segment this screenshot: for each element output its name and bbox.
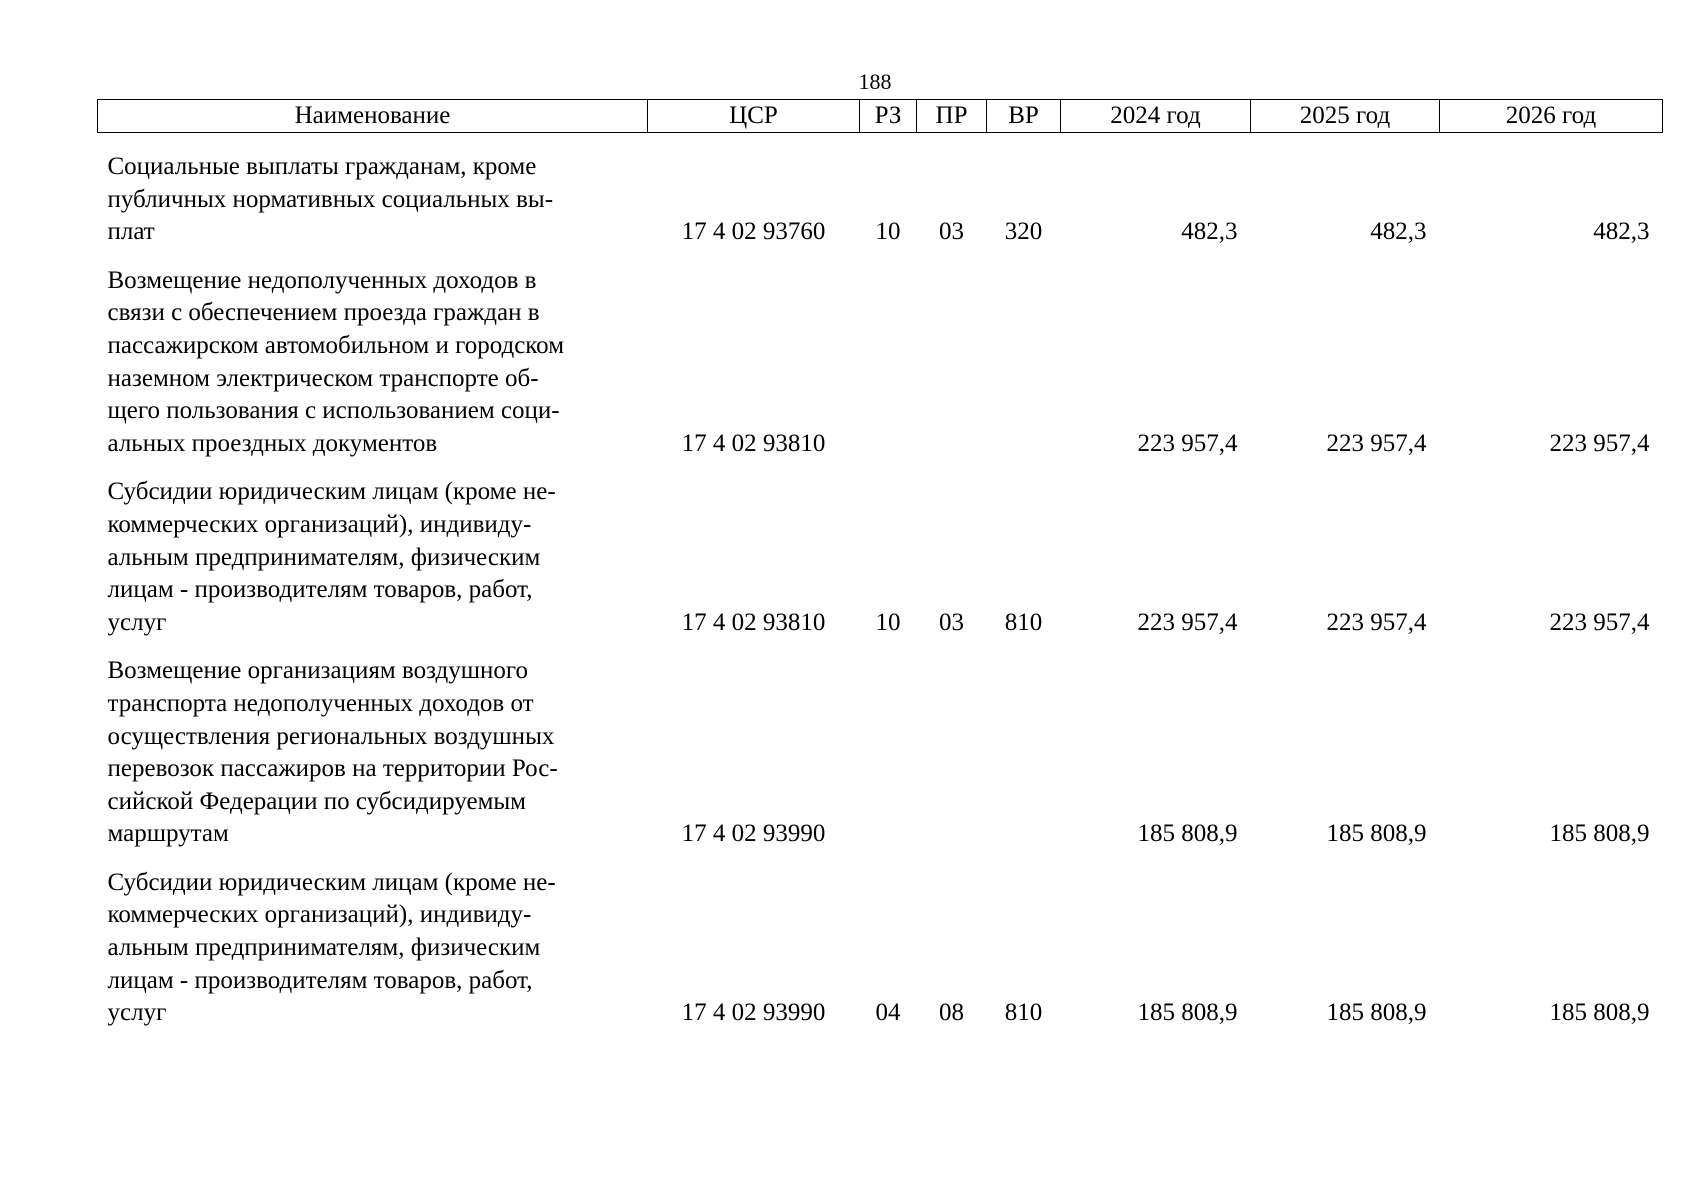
row-2024: 185 808,9 (1137, 820, 1238, 848)
row-csr: 17 4 02 93810 (681, 429, 826, 457)
row-rz: 10 (875, 608, 901, 636)
table-body (98, 133, 1663, 1046)
header-2024: 2024 год (1061, 100, 1251, 133)
budget-table (97, 99, 1663, 1046)
header-csr: ЦСР (648, 100, 860, 133)
row-2024: 482,3 (1181, 218, 1238, 246)
row-2026: 223 957,4 (1549, 608, 1650, 636)
row-pr: 08 (939, 999, 964, 1027)
row-2024: 223 957,4 (1137, 608, 1238, 636)
header-row (98, 100, 1663, 133)
row-2026: 223 957,4 (1549, 429, 1650, 457)
row-rz: 10 (875, 218, 901, 246)
table-row (98, 133, 1663, 265)
row-name: Возмещение организациям воздушного транспорта недополученных доходов от осуществления региональных воздушных перевозок пассажиров на территории Рос- сийской Федерации по субсидируемым маршрутам (107, 657, 558, 848)
row-csr: 17 4 02 93760 (681, 218, 826, 246)
row-2026: 482,3 (1593, 218, 1650, 246)
row-rz (860, 655, 917, 867)
row-2024: 185 808,9 (1137, 999, 1238, 1027)
table-row (98, 265, 1663, 477)
header-2026: 2026 год (1440, 100, 1663, 133)
row-vr: 320 (1004, 218, 1043, 246)
row-csr: 17 4 02 93810 (681, 608, 826, 636)
table-header (98, 100, 1663, 133)
row-2025: 185 808,9 (1326, 999, 1427, 1027)
row-name: Субсидии юридическим лицам (кроме не- коммерческих организаций), индивиду- альным предпринимателям, физическим лицам - производителям товаров, работ, услуг (107, 868, 556, 1027)
row-csr: 17 4 02 93990 (681, 999, 826, 1027)
row-name: Социальные выплаты гражданам, кроме публичных нормативных социальных вы- плат (107, 153, 554, 246)
row-rz (860, 265, 917, 477)
page-number: 188 (858, 69, 892, 94)
row-rz: 04 (875, 999, 901, 1027)
row-csr: 17 4 02 93990 (681, 820, 826, 848)
row-vr: 810 (1004, 999, 1043, 1027)
row-vr (987, 265, 1061, 477)
table-row (98, 655, 1663, 867)
header-name: Наименование (98, 100, 648, 133)
row-pr (917, 655, 987, 867)
row-2026: 185 808,9 (1549, 999, 1650, 1027)
header-pr: ПР (917, 100, 987, 133)
row-vr (987, 655, 1061, 867)
row-2025: 223 957,4 (1326, 608, 1427, 636)
header-2025: 2025 год (1251, 100, 1440, 133)
row-vr: 810 (1004, 608, 1043, 636)
table-row (98, 867, 1663, 1046)
row-name: Субсидии юридическим лицам (кроме не- коммерческих организаций), индивиду- альным предпринимателям, физическим лицам - производителям товаров, работ, услуг (107, 478, 556, 636)
header-vr: ВР (987, 100, 1061, 133)
table-row (98, 476, 1663, 655)
row-pr: 03 (939, 218, 964, 246)
row-2024: 223 957,4 (1137, 429, 1238, 457)
header-rz: РЗ (860, 100, 917, 133)
row-pr (917, 265, 987, 477)
row-2026: 185 808,9 (1549, 820, 1650, 848)
row-2025: 185 808,9 (1326, 820, 1427, 848)
row-name: Возмещение недополученных доходов в связи с обеспечением проезда граждан в пассажирском автомобильном и городском наземном электрическом транспорте об- щего пользования с использованием соци- альных проездных документов (107, 266, 565, 457)
row-pr: 03 (939, 608, 964, 636)
row-2025: 223 957,4 (1326, 429, 1427, 457)
row-2025: 482,3 (1370, 218, 1427, 246)
